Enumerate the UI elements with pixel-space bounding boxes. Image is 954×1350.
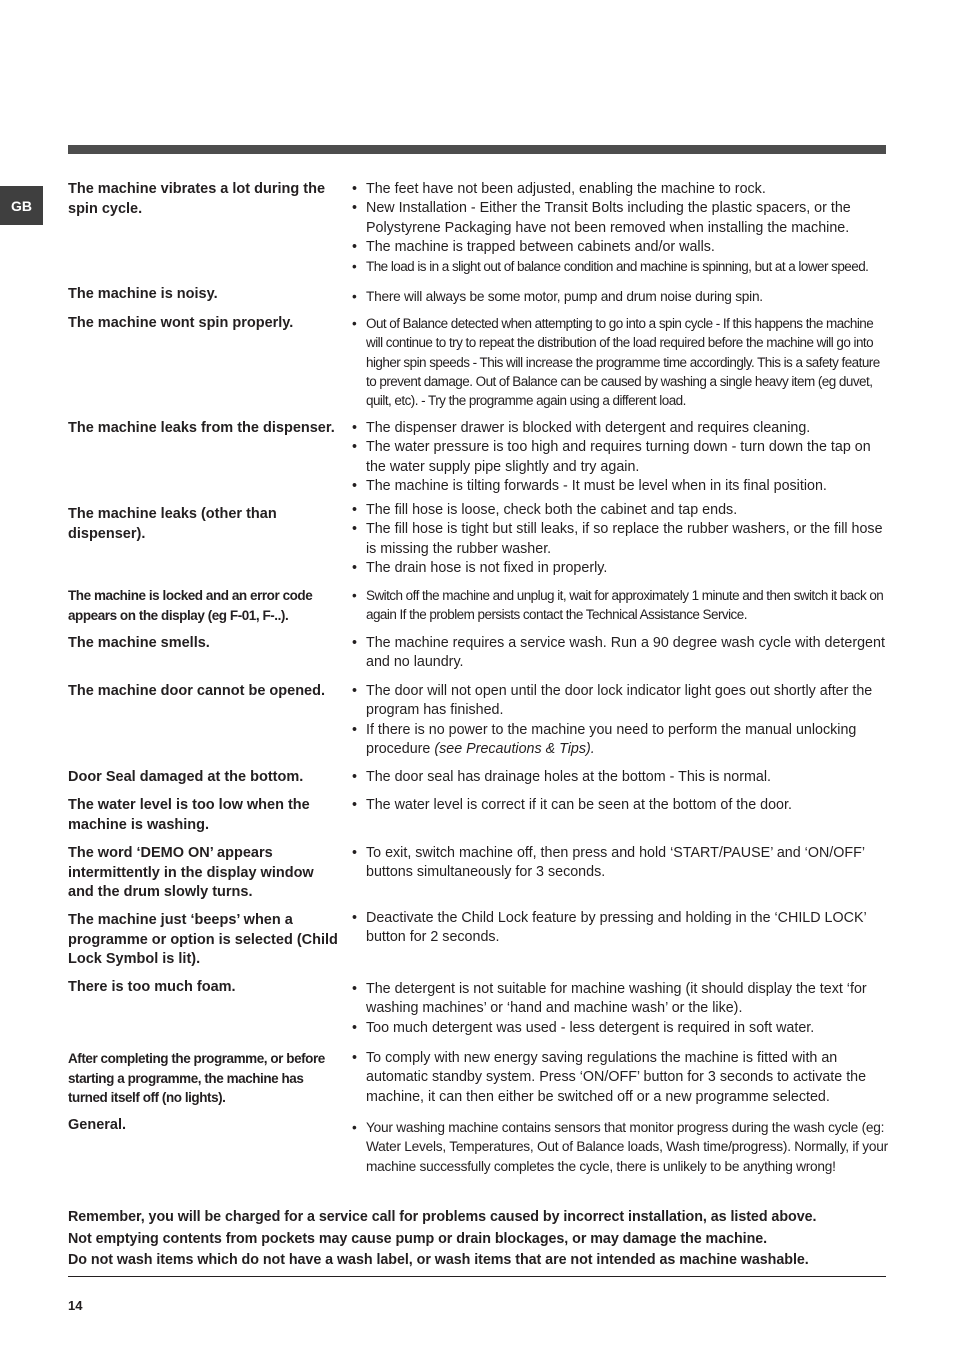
cause-list [352,287,888,306]
cause-item: • The detergent is not suitable for machine washing (it should display the text ‘for washing machines’ or ‘hand and machine wash’ or the like). [352,980,888,1019]
problem-text: General. [68,1117,127,1133]
cause-list [352,909,888,948]
table-row [68,634,886,682]
cause-item: • The fill hose is tight but still leaks, if so replace the rubber washers, or the fill hose is missing the rubber washer. [352,520,888,559]
cause-item: • Deactivate the Child Lock feature by pressing and holding in the ‘CHILD LOCK’ button for 2 seconds. [352,909,888,948]
problem-text: The machine door cannot be opened. [68,683,325,699]
cause-list [352,586,888,625]
table-row [68,285,886,314]
header-rule [68,145,886,154]
cause-item: • The door seal has drainage holes at the bottom - This is normal. [352,768,888,787]
cause-list [352,419,888,496]
problem-text: The machine is locked and an error code appears on the display (eg F-01, F-..). [68,588,313,623]
cause-item: • The drain hose is not fixed in properly. [352,559,888,578]
footer-rule [68,1276,886,1277]
cause-item: • The machine is tilting forwards - It must be level when in its final position. [352,477,888,496]
problem-text: The machine wont spin properly. [68,315,294,331]
cause-item: • The door will not open until the door lock indicator light goes out shortly after the program has finished. [352,682,888,721]
page-number: 14 [68,1298,83,1313]
problem-text: The machine leaks from the dispenser. [68,420,335,436]
problem-text: The machine smells. [68,635,210,651]
cause-item: • The water pressure is too high and requires turning down - turn down the tap on the water supply pipe slightly and try again. [352,438,888,477]
warning-line: Do not wash items which do not have a wash label, or wash items that are not intended as machine washable. [68,1252,809,1268]
cause-item: • The water level is correct if it can be seen at the bottom of the door. [352,796,888,815]
cause-list [352,634,888,673]
table-row [68,502,886,586]
problem-text: There is too much foam. [68,979,236,995]
cause-item: • New Installation - Either the Transit Bolts including the plastic spacers, or the Polystyrene Packaging have not been removed when installing the machine. [352,199,888,238]
table-row [68,768,886,796]
table-row [68,586,886,634]
table-row [68,844,886,911]
cause-item: • To comply with new energy saving regulations the machine is fitted with an automatic standby system. Press ‘ON/OFF’ button for 3 seconds to activate the machine, it can then either be switched off or a new programme selected. [352,1049,888,1107]
cause-item: • The machine is trapped between cabinets and/or walls. [352,238,888,257]
table-row [68,911,886,978]
cause-item: • The load is in a slight out of balance condition and machine is spinning, but at a lower speed. [352,257,888,276]
problem-text: Door Seal damaged at the bottom. [68,769,304,785]
cause-item: • The machine requires a service wash. Run a 90 degree wash cycle with detergent and no laundry. [352,634,888,673]
cause-list [352,314,888,410]
table-row [68,419,886,505]
problem-text: The word ‘DEMO ON’ appears intermittently in the display window and the drum slowly turns. [68,845,314,900]
cause-text: If there is no power to the machine you need to perform the manual unlocking procedure [366,721,857,757]
cause-list [352,1049,888,1107]
table-row [68,796,886,844]
cause-list [352,180,888,276]
cause-list [352,501,888,578]
table-row [68,1049,886,1116]
cause-item: • The feet have not been adjusted, enabling the machine to rock. [352,180,888,199]
cause-item [352,721,888,760]
cause-list [352,682,888,759]
cause-item: • Too much detergent was used - less detergent is required in soft water. [352,1019,888,1038]
warning-line: Remember, you will be charged for a service call for problems caused by incorrect installation, as listed above. [68,1209,817,1225]
cause-item: • Out of Balance detected when attempting to go into a spin cycle - If this happens the machine will continue to try to repeat the distribution of the load required before the machine will go into higher spin speeds - This will increase the programme time accordingly. This is a safety feature to prevent damage. Out of Balance can be caused by washing a single heavy item (eg duvet, quilt, etc). - Try the programme again using a different load. [352,314,888,410]
cause-item: • Switch off the machine and unplug it, wait for approximately 1 minute and then switch it back on again If the problem persists contact the Technical Assistance Service. [352,586,888,625]
table-row [68,180,886,285]
cause-list [352,844,888,883]
language-tab: GB [0,186,43,225]
problem-text: The water level is too low when the machine is washing. [68,797,310,833]
warning-notes [68,1207,898,1272]
cause-item: • The fill hose is loose, check both the cabinet and tap ends. [352,501,888,520]
problem-text: The machine is noisy. [68,286,218,302]
troubleshooting-table [68,180,886,1204]
cross-reference: (see Precautions & Tips). [434,740,595,757]
problem-text: The machine vibrates a lot during the spin cycle. [68,181,326,217]
cause-item: • The dispenser drawer is blocked with detergent and requires cleaning. [352,419,888,438]
table-row [68,682,886,768]
problem-text: The machine just ‘beeps’ when a programme or option is selected (Child Lock Symbol is lit). [68,912,338,967]
warning-line: Not emptying contents from pockets may cause pump or drain blockages, or may damage the machine. [68,1230,768,1247]
problem-text: After completing the programme, or before starting a programme, the machine has turned itself off (no lights). [68,1051,325,1105]
cause-item: • Your washing machine contains sensors that monitor progress during the wash cycle (eg: Water Levels, Temperatures, Out of Balance loads, Wash time/progress). Normally, if your machine successfully completes the cycle, there is unlikely to be anything wrong! [352,1118,888,1176]
cause-list [352,796,888,815]
table-row [68,314,886,419]
cause-list [352,1118,888,1176]
cause-item: • There will always be some motor, pump and drum noise during spin. [352,287,888,306]
table-row [68,1116,886,1204]
cause-list [352,980,888,1038]
problem-text: The machine leaks (other than dispenser). [68,506,277,542]
table-row [68,978,886,1049]
cause-list [352,768,888,787]
cause-item: • To exit, switch machine off, then press and hold ‘START/PAUSE’ and ‘ON/OFF’ buttons simultaneously for 3 seconds. [352,844,888,883]
